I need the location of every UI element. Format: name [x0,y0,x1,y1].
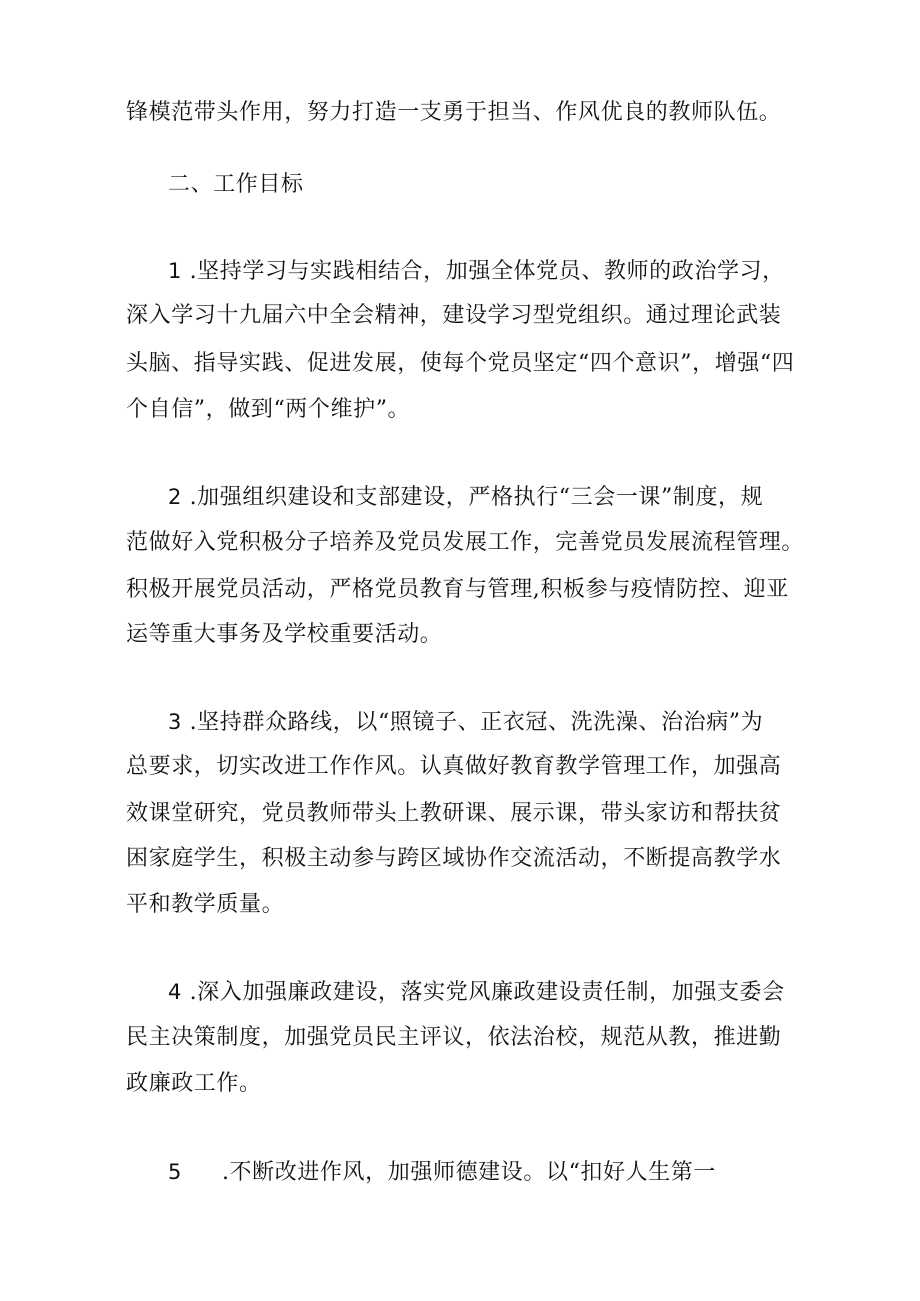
item-5-line [168,1157,848,1188]
item-4-line [168,977,848,1008]
paragraph-line: 平和教学质量。 [126,892,285,917]
section-heading: 二、工作目标 [168,172,304,197]
paragraph-line: 民主决策制度，加强党员民主评议，依法治校，规范从教，推进勤 [126,1025,782,1050]
item-1-line [168,256,848,287]
item-number: 4 [168,980,182,1004]
item-text: .坚持学习与实践相结合，加强全体党员、教师的政治学习， [189,259,785,284]
item-number: 3 [168,710,182,734]
paragraph-line: 锋模范带头作用，努力打造一支勇于担当、作风优良的教师队伍。 [126,100,782,125]
paragraph-line: 运等重大事务及学校重要活动。 [126,622,443,647]
item-number: 1 [168,259,182,283]
item-text: .加强组织建设和支部建设，严格执行“三会一课”制度，规 [189,485,764,510]
item-text: .不断改进作风，加强师德建设。以“扣好人生第一 [221,1160,717,1185]
item-2-line [168,482,848,513]
paragraph-line: 个自信”，做到“两个维护”。 [126,397,411,422]
paragraph-line: 政廉政工作。 [126,1071,262,1096]
paragraph-line: 积极开展党员活动，严格党员教育与管理,积板参与疫情防控、迎亚 [126,577,789,602]
paragraph-line: 总要求，切实改进工作作风。认真做好教育教学管理工作，加强高 [126,754,782,779]
paragraph-line: 头脑、指导实践、促进发展，使每个党员坚定“四个意识”，增强“四 [126,351,795,376]
item-3-line [168,707,848,738]
paragraph-line: 范做好入党积极分子培养及党员发展工作，完善党员发展流程管理。 [126,530,805,555]
item-text: .坚持群众路线，以“照镜子、正衣冠、洗洗澡、治治病”为 [189,710,764,735]
item-number: 2 [168,485,182,509]
paragraph-line: 效课堂研究，党员教师带头上教研课、展示课，带头家访和帮扶贫 [126,801,782,826]
paragraph-line: 困家庭学生，积极主动参与跨区域协作交流活动，不断提高教学水 [126,846,782,871]
paragraph-line: 深入学习十九届六中全会精神，建设学习型党组织。通过理论武装 [126,303,782,328]
item-number: 5 [168,1160,182,1184]
item-text: .深入加强廉政建设，落实党风廉政建设责任制，加强支委会 [189,980,785,1005]
